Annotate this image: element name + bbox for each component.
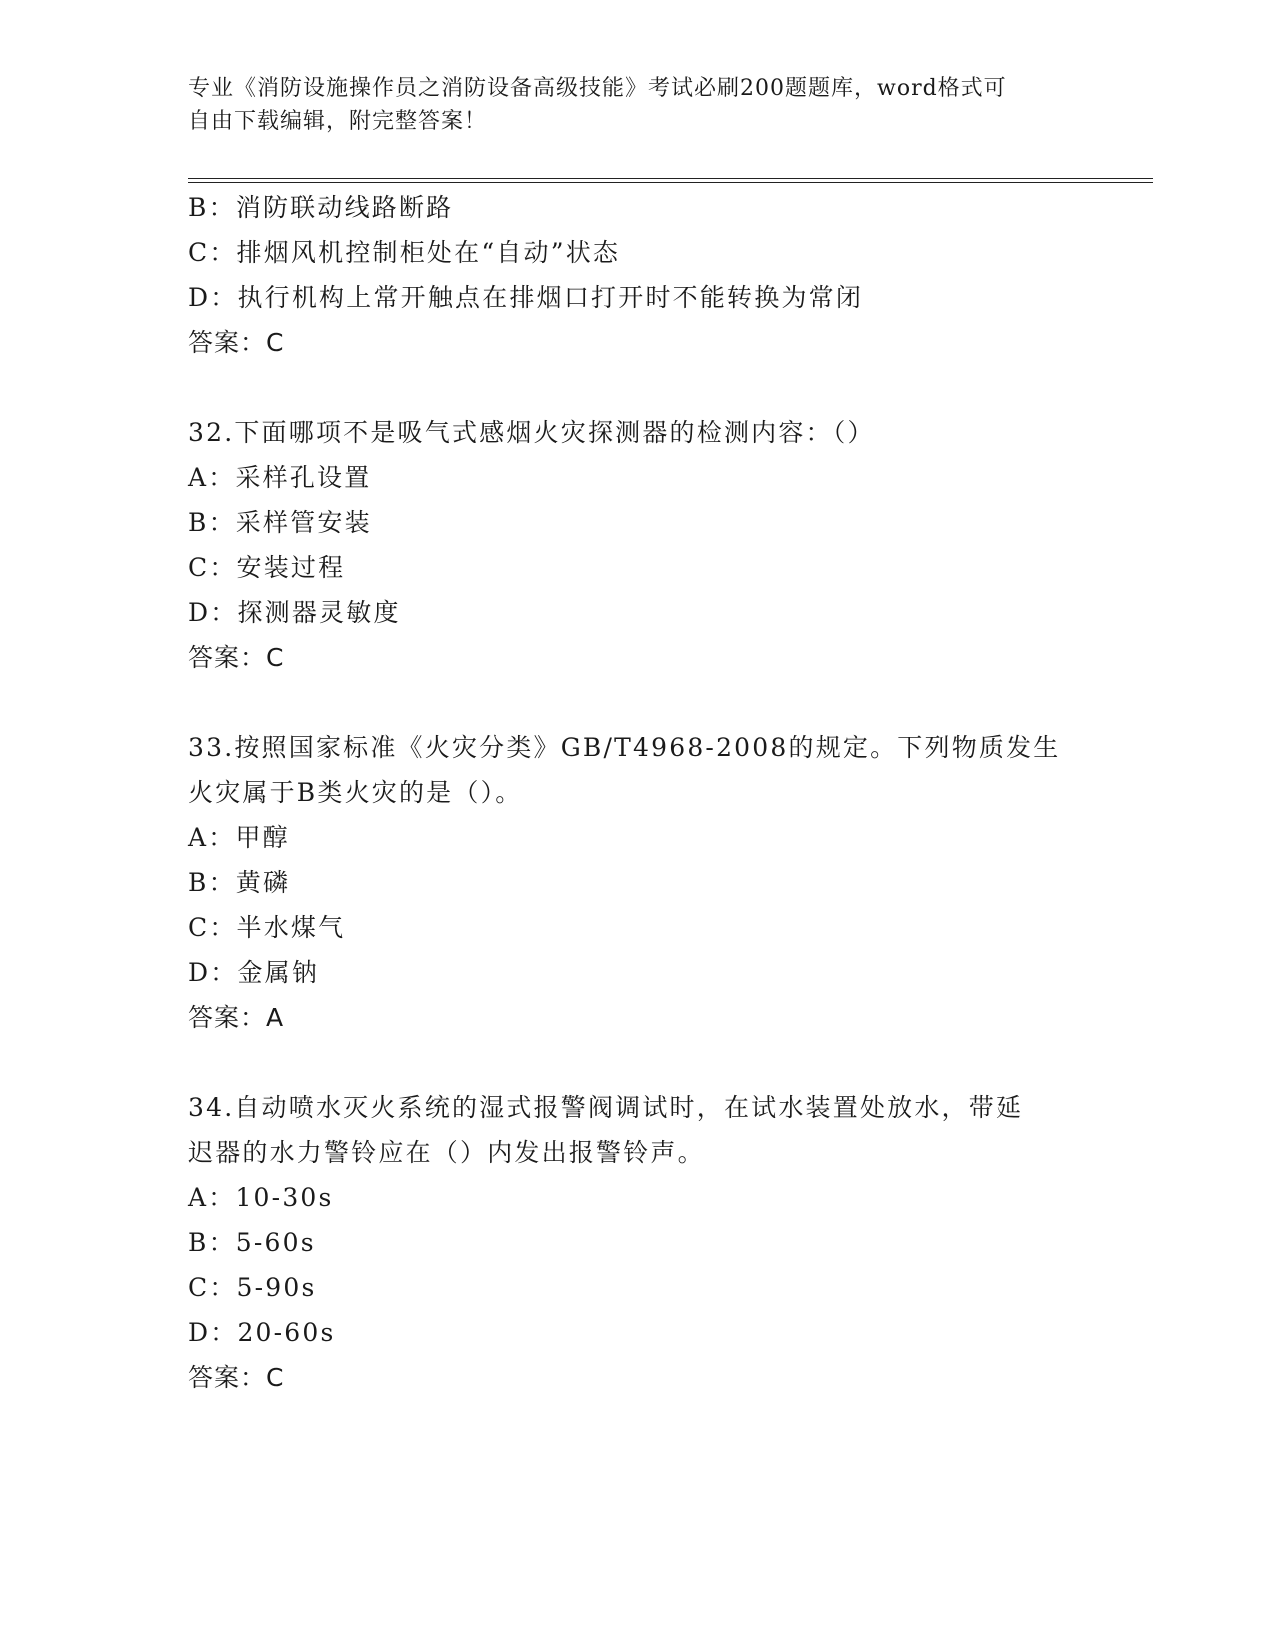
q32-option-c: C：安装过程	[188, 553, 346, 582]
q34-stem-line-2: 迟器的水力警铃应在（）内发出报警铃声。	[188, 1138, 705, 1167]
header-divider-bottom	[188, 182, 1153, 183]
q34-stem-line-1: 34.自动喷水灭火系统的湿式报警阀调试时，在试水装置处放水，带延	[188, 1093, 1024, 1122]
q32-option-d: D：探测器灵敏度	[188, 598, 401, 627]
q33-option-d: D：金属钠	[188, 958, 320, 987]
q32-option-b: B：采样管安装	[188, 508, 372, 537]
header-line-2: 自由下载编辑，附完整答案！	[188, 109, 488, 134]
q33-answer: 答案：A	[188, 1003, 285, 1032]
q31-option-c: C：排烟风机控制柜处在“自动”状态	[188, 238, 621, 267]
q33-option-a: A：甲醇	[188, 823, 290, 852]
document-header	[188, 72, 1068, 138]
q33-option-b: B：黄磷	[188, 868, 291, 897]
q33-stem-line-2: 火灾属于B类火灾的是（）。	[188, 778, 523, 807]
header-line-1: 专业《消防设施操作员之消防设备高级技能》考试必刷200题题库，word格式可	[188, 76, 1007, 101]
q32-stem: 32.下面哪项不是吸气式感烟火灾探测器的检测内容：（）	[188, 418, 875, 447]
q33-option-c: C：半水煤气	[188, 913, 346, 942]
q32-option-a: A：采样孔设置	[188, 463, 372, 492]
q34-option-a: A：10-30s	[188, 1183, 334, 1212]
q32-answer: 答案：C	[188, 643, 285, 672]
q34-answer: 答案：C	[188, 1363, 285, 1392]
q34-option-d: D：20-60s	[188, 1318, 336, 1347]
q31-answer: 答案：C	[188, 328, 285, 357]
q31-option-d: D：执行机构上常开触点在排烟口打开时不能转换为常闭	[188, 283, 864, 312]
q31-option-b: B：消防联动线路断路	[188, 193, 454, 222]
q34-option-c: C：5-90s	[188, 1273, 317, 1302]
header-divider-top	[188, 178, 1153, 179]
q33-stem-line-1: 33.按照国家标准《火灾分类》GB/T4968-2008的规定。下列物质发生	[188, 733, 1061, 762]
q34-option-b: B：5-60s	[188, 1228, 316, 1257]
